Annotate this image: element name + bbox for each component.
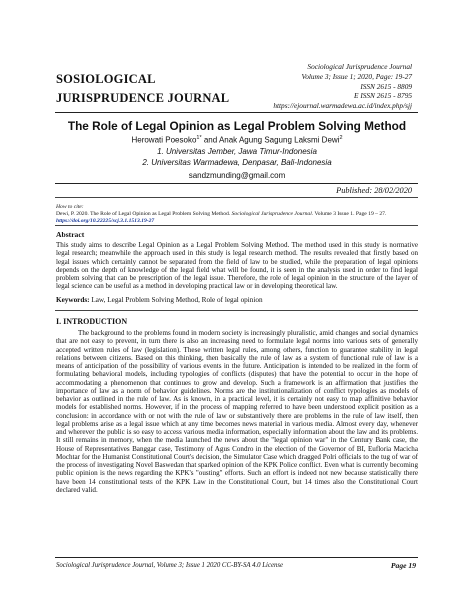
published-divider-top xyxy=(55,183,418,184)
affiliation-1: 1. Universitas Jember, Jawa Timur-Indonesia xyxy=(157,147,317,156)
author-2-superscript: 2 xyxy=(339,135,343,141)
author-line xyxy=(0,135,474,145)
journal-meta-eissn: E ISSN 2615 - 8795 xyxy=(354,91,412,101)
keywords-divider xyxy=(55,310,418,311)
author-email[interactable]: sandzmunding@gmail.com xyxy=(188,171,286,180)
journal-meta-url[interactable]: https://ejournal.warmadewa.ac.id/index.php/sjj xyxy=(273,101,412,111)
journal-name-line1: SOSIOLOGICAL xyxy=(56,72,156,86)
abstract-heading: Abstract xyxy=(56,230,85,239)
journal-meta-issn: ISSN 2615 - 8809 xyxy=(360,81,412,91)
header-divider xyxy=(55,112,418,113)
keywords xyxy=(56,296,418,304)
citation-journal: Sociological Jurisprudence Journal xyxy=(231,211,312,217)
article-title: The Role of Legal Opinion as Legal Problem Solving Method xyxy=(67,119,407,133)
abstract-text: This study aims to describe Legal Opinion as a Legal Problem Solving Method. The method used in this study is normative legal research; meanwhile the approach used in this study is legal research method. The results revealed that firstly based on legal issues which certainly cannot be separated from the field of law to be studied, while the preparation of legal opinions depends on the depth of knowledge of the legal field what will be found, it is seen in the analysis used in order to find legal problem solving that can be prescription of the legal issue. Therefore, the role of legal opinion in the structure of the layer of legal science can be useful as a method in developing practical law or in developing theoretical law. xyxy=(56,241,418,291)
keywords-text: Law, Legal Problem Solving Method, Role of legal opinion xyxy=(89,296,263,304)
journal-name xyxy=(56,70,229,108)
section-heading: I. INTRODUCTION xyxy=(56,317,128,326)
author-1: Herowati Poesoko xyxy=(131,135,197,145)
author-2: and Anak Agung Sagung Laksmi Dewi xyxy=(201,135,340,145)
citation-text: Dewi, P. 2020. The Role of Legal Opinion as Legal Problem Solving Method. xyxy=(56,211,232,217)
citation-label: How to cite: xyxy=(56,204,84,210)
journal-meta xyxy=(273,62,412,111)
citation-doi-link[interactable]: https://doi.org/10.22225/scj.3.1.1513.19-27 xyxy=(56,218,155,224)
abstract-divider xyxy=(55,225,418,226)
footer-page-number: Page 19 xyxy=(390,561,416,570)
footer-journal-info: Sociological Jurisprudence Journal, Volume 3; Issue 1 2020 CC-BY-SA 4.0 License xyxy=(56,562,284,569)
author-1-superscript: 1* xyxy=(196,135,202,141)
journal-meta-title: Sociological Jurisprudence Journal xyxy=(307,62,412,71)
citation-block xyxy=(56,204,418,225)
citation-text-after: . Volume 3 Issue 1. Page 19 – 27. xyxy=(311,211,387,217)
journal-name-line2: JURISPRUDENCE JOURNAL xyxy=(56,91,230,105)
published-date: Published: 28/02/2020 xyxy=(336,186,412,195)
affiliation-2: 2. Universitas Warmadewa, Denpasar, Bali-Indonesia xyxy=(142,158,332,167)
footer-divider xyxy=(55,557,418,558)
keywords-label: Keywords: xyxy=(56,296,90,304)
published-divider-bottom xyxy=(55,197,418,198)
section-body-text: The background to the problems found in modern society is increasingly pluralistic, amid changes and social dynamics that are not easy to prevent, in turn there is also an increasing need to formulate legal norms into various sets of generally accepted written rules of law (legislation). These written legal rules, among others, function to guarantee stability in legal relations between citizens. Based on this thinking, then basically the rule of law as a system of functional rule of law is a means of anticipation of the possibility of various events in the future. Anticipation is intended to be realized in the form of formulating behavioral models, including typologies of conflicts (disputes) that have the potential to occur in the hope of accommodating a phenomenon that continues to grow and develop. Such a framework is an affirmation that justifies the importance of law as a norm of behavior guidelines. Norms are the institutionalization of conflict typologies as models of behavior as outlined in the rule of law. As is known, in a practical level, it is certainly not easy to map affinitive behavior models for established norms. However, if in the process of mapping referred to have been understood explicit position as a conclusion: in accordance with or not with the rule of law or substantively there are problems in the rule of law itself, then legal problems arise as a legal issue which at any time becomes news material in various media. Almost every day, whenever and wherever the public is so easy to access various media information, especially information about the law and its problems. It still remains in memory, when the media launched the news about the "legal opinion war" in the Century Bank case, the House of Representatives Banggar case, Testimony of Agus Condro in the election of the Governor of BI, Eufloria Macicha Mochtar for the Humanist Constitutional Court's decision, the Simulator Case which dragged Polri officials to the tug of war of the process of investigating Novel Baswedan that sparked opinion of the KPK Police conflict. Even what is currently becoming public opinion is the news regarding the KPK's "ousting" efforts. Such an effort is indeed not new because statistically there have been 14 constitutional tests of the KPK Law in the Constitutional Court, but 14 times also the Constitutional Court declared valid. xyxy=(56,329,418,494)
journal-meta-volume: Volume 3; Issue 1; 2020, Page: 19-27 xyxy=(301,71,412,81)
